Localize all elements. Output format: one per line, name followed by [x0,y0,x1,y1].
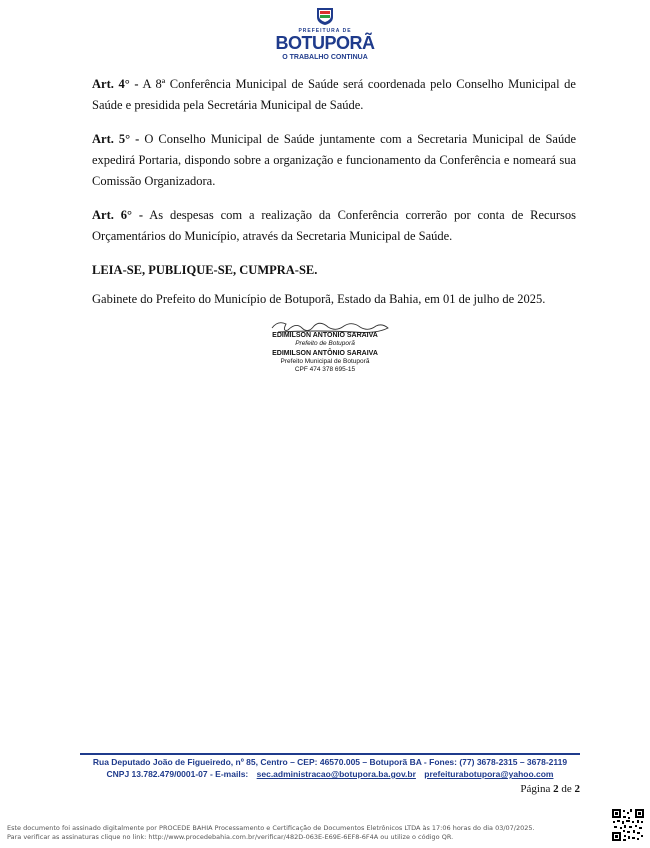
article-4-text: A 8ª Conferência Municipal de Saúde será coordenada pelo Conselho Municipal de Saúde e presidida pela Secretária Municipal de Saúde. [92,77,576,112]
page-of: de [561,783,572,795]
signature-note-line-2[interactable]: Para verificar as assinaturas clique no link: http://www.procedebahia.com.br/verificar/482D-063E-E69E-6EF8-6F4A ou utilize o código QR. [7,833,454,841]
article-6-label: Art. 6° - [92,208,144,222]
article-5-text: O Conselho Municipal de Saúde juntamente com a Secretaria Municipal de Saúde expedirá Portaria, dispondo sobre a organização e funcionamento da Conferência e nomeará sua Comissão Organizadora. [92,132,576,188]
stamp-name: EDIMILSON ANTÔNIO SARAIVA [272,350,378,357]
logo-name: BOTUPORÃ [275,33,375,53]
stamp-role: Prefeito Municipal de Botuporã [280,358,370,365]
gabinete-statement: Gabinete do Prefeito do Município de Botuporã, Estado da Bahia, em 01 de julho de 2025. [92,292,546,306]
stamp-cpf: CPF 474 378 695-15 [294,366,356,373]
footer-divider [80,753,580,755]
article-6 [92,205,576,247]
signer-role: Prefeito de Botuporã [295,340,355,347]
page-number [480,783,580,795]
page-label: Página [520,783,551,795]
page-current: 2 [553,783,559,795]
article-6-text: As despesas com a realização da Conferência correrão por conta de Recursos Orçamentários do Município, através da Secretaria Municipal de Saúde. [92,208,576,243]
article-4 [92,74,576,116]
email-link-prefeitura[interactable]: prefeiturabotupora@yahoo.com [424,769,554,779]
footer-address: Rua Deputado João de Figueiredo, nº 85, Centro – CEP: 46570.005 – Botuporã BA - Fones: (77) 3678-2315 – 3678-2119 [92,757,568,767]
qr-code-icon[interactable] [611,808,645,842]
footer-contact [80,769,580,779]
publication-order: LEIA-SE, PUBLIQUE-SE, CUMPRA-SE. [92,263,318,277]
article-5 [92,129,576,192]
article-4-label: Art. 4° - [92,77,139,91]
signer-name: EDIMILSON ANTONIO SARAIVA [272,332,378,339]
digital-signature-note [7,824,597,842]
article-5-label: Art. 5° - [92,132,140,146]
footer-cnpj: CNPJ 13.782.479/0001-07 - E-mails: [106,769,249,779]
logo-subtitle: PREFEITURA DE [298,28,352,34]
municipal-crest-icon [316,6,334,26]
page-total: 2 [574,783,580,795]
municipal-logo [270,6,380,66]
logo-tagline: O TRABALHO CONTINUA [282,54,368,61]
signature-block [250,318,400,378]
email-link-administracao[interactable]: sec.administracao@botupora.ba.gov.br [256,769,416,779]
signature-note-line-1: Este documento foi assinado digitalmente por PROCEDE BAHIA Processamento e Certificação de Documentos Eletrônicos LTDA às 17:06 horas do dia 03/07/2025. [7,824,535,832]
